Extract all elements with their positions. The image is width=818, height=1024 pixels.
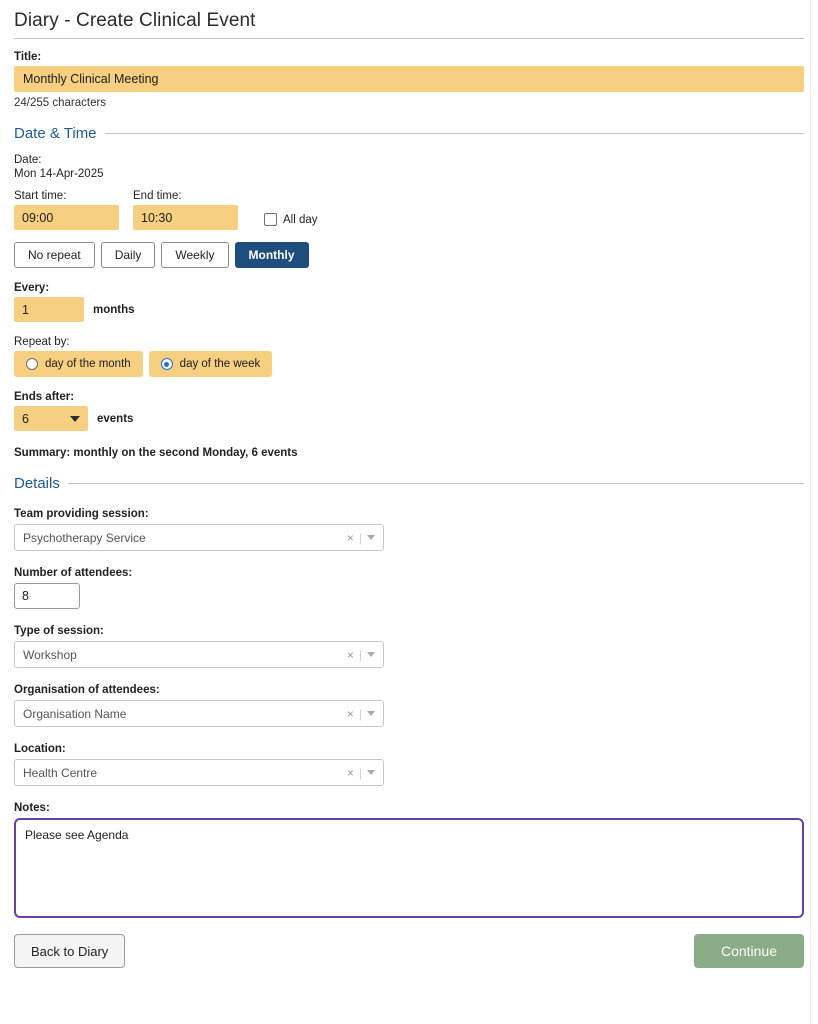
location-select[interactable] xyxy=(14,759,384,786)
section-divider xyxy=(105,133,804,134)
team-value: Psychotherapy Service xyxy=(23,530,146,545)
end-time-input[interactable]: 10:30 xyxy=(133,205,238,230)
repeat-by-day-of-week-label: day of the week xyxy=(179,358,261,370)
session-type-value: Workshop xyxy=(23,647,77,662)
every-label: Every: xyxy=(14,282,50,294)
team-select[interactable] xyxy=(14,524,384,551)
all-day-toggle[interactable] xyxy=(264,213,318,230)
location-field-group xyxy=(14,743,804,786)
radio-icon-day-of-month[interactable] xyxy=(26,358,38,370)
location-label: Location: xyxy=(14,743,66,755)
attendees-label: Number of attendees: xyxy=(14,567,133,579)
date-value: Mon 14-Apr-2025 xyxy=(14,168,104,180)
organisation-select[interactable] xyxy=(14,700,384,727)
time-row xyxy=(14,190,804,230)
notes-field-group xyxy=(14,802,804,918)
repeat-option-weekly[interactable]: Weekly xyxy=(161,242,228,268)
clear-icon[interactable]: × xyxy=(346,765,354,780)
title-field-group xyxy=(14,51,804,109)
continue-button[interactable]: Continue xyxy=(694,934,804,968)
radio-icon-day-of-week[interactable] xyxy=(161,358,173,370)
session-type-field-group xyxy=(14,625,804,668)
separator-icon: | xyxy=(358,647,362,662)
ends-after-group xyxy=(14,391,804,431)
repeat-options xyxy=(14,242,804,268)
date-display-group xyxy=(14,154,804,180)
every-group xyxy=(14,282,804,322)
repeat-by-label: Repeat by: xyxy=(14,336,70,348)
repeat-option-no-repeat[interactable]: No repeat xyxy=(14,242,95,268)
every-input[interactable]: 1 xyxy=(14,297,84,322)
date-time-section-header xyxy=(14,125,804,142)
separator-icon: | xyxy=(358,530,362,545)
section-divider xyxy=(68,483,804,484)
organisation-field-group xyxy=(14,684,804,727)
clear-icon[interactable]: × xyxy=(346,706,354,721)
character-count: 24/255 characters xyxy=(14,97,107,109)
repeat-option-daily[interactable]: Daily xyxy=(101,242,156,268)
every-row xyxy=(14,297,804,322)
start-time-label: Start time: xyxy=(14,190,67,202)
repeat-by-day-of-month-label: day of the month xyxy=(45,358,131,370)
ends-after-row xyxy=(14,406,804,431)
end-time-label: End time: xyxy=(133,190,182,202)
recurrence-summary: Summary: monthly on the second Monday, 6 events xyxy=(14,447,298,459)
session-type-select[interactable] xyxy=(14,641,384,668)
organisation-value: Organisation Name xyxy=(23,706,127,721)
team-label: Team providing session: xyxy=(14,508,149,520)
all-day-label: All day xyxy=(283,213,318,226)
notes-textarea[interactable]: Please see Agenda xyxy=(14,818,804,918)
back-to-diary-button[interactable]: Back to Diary xyxy=(14,934,125,968)
title-label: Title: xyxy=(14,51,42,63)
location-value: Health Centre xyxy=(23,765,98,780)
attendees-input[interactable]: 8 xyxy=(14,583,80,609)
separator-icon: | xyxy=(358,706,362,721)
attendees-field-group xyxy=(14,567,804,609)
start-time-input[interactable]: 09:00 xyxy=(14,205,119,230)
chevron-down-icon[interactable] xyxy=(367,652,375,657)
footer-actions xyxy=(14,934,804,968)
date-time-section-title: Date & Time xyxy=(14,125,97,142)
repeat-by-group xyxy=(14,336,804,377)
chevron-down-icon[interactable] xyxy=(367,711,375,716)
date-label: Date: xyxy=(14,154,42,166)
chevron-down-icon[interactable] xyxy=(367,770,375,775)
start-time-group xyxy=(14,190,119,230)
clear-icon[interactable]: × xyxy=(346,530,354,545)
repeat-by-day-of-month[interactable] xyxy=(14,351,143,377)
repeat-option-monthly[interactable]: Monthly xyxy=(235,242,309,268)
chevron-down-icon[interactable] xyxy=(367,535,375,540)
details-section-title: Details xyxy=(14,475,60,492)
page-title: Diary - Create Clinical Event xyxy=(14,10,804,39)
title-input[interactable]: Monthly Clinical Meeting xyxy=(14,66,804,92)
session-type-label: Type of session: xyxy=(14,625,104,637)
separator-icon: | xyxy=(358,765,362,780)
ends-after-select[interactable] xyxy=(14,406,88,431)
all-day-checkbox[interactable] xyxy=(264,213,277,226)
scrollbar[interactable] xyxy=(810,0,818,1024)
repeat-by-options xyxy=(14,351,804,377)
ends-after-unit-label: events xyxy=(97,412,134,425)
team-field-group xyxy=(14,508,804,551)
notes-label: Notes: xyxy=(14,802,50,814)
ends-after-label: Ends after: xyxy=(14,391,75,403)
details-section-header xyxy=(14,475,804,492)
ends-after-value: 6 xyxy=(22,411,29,426)
every-unit-label: months xyxy=(93,303,135,316)
chevron-down-icon xyxy=(70,416,80,422)
end-time-group xyxy=(133,190,238,230)
repeat-by-day-of-week[interactable] xyxy=(149,351,273,377)
organisation-label: Organisation of attendees: xyxy=(14,684,160,696)
clear-icon[interactable]: × xyxy=(346,647,354,662)
